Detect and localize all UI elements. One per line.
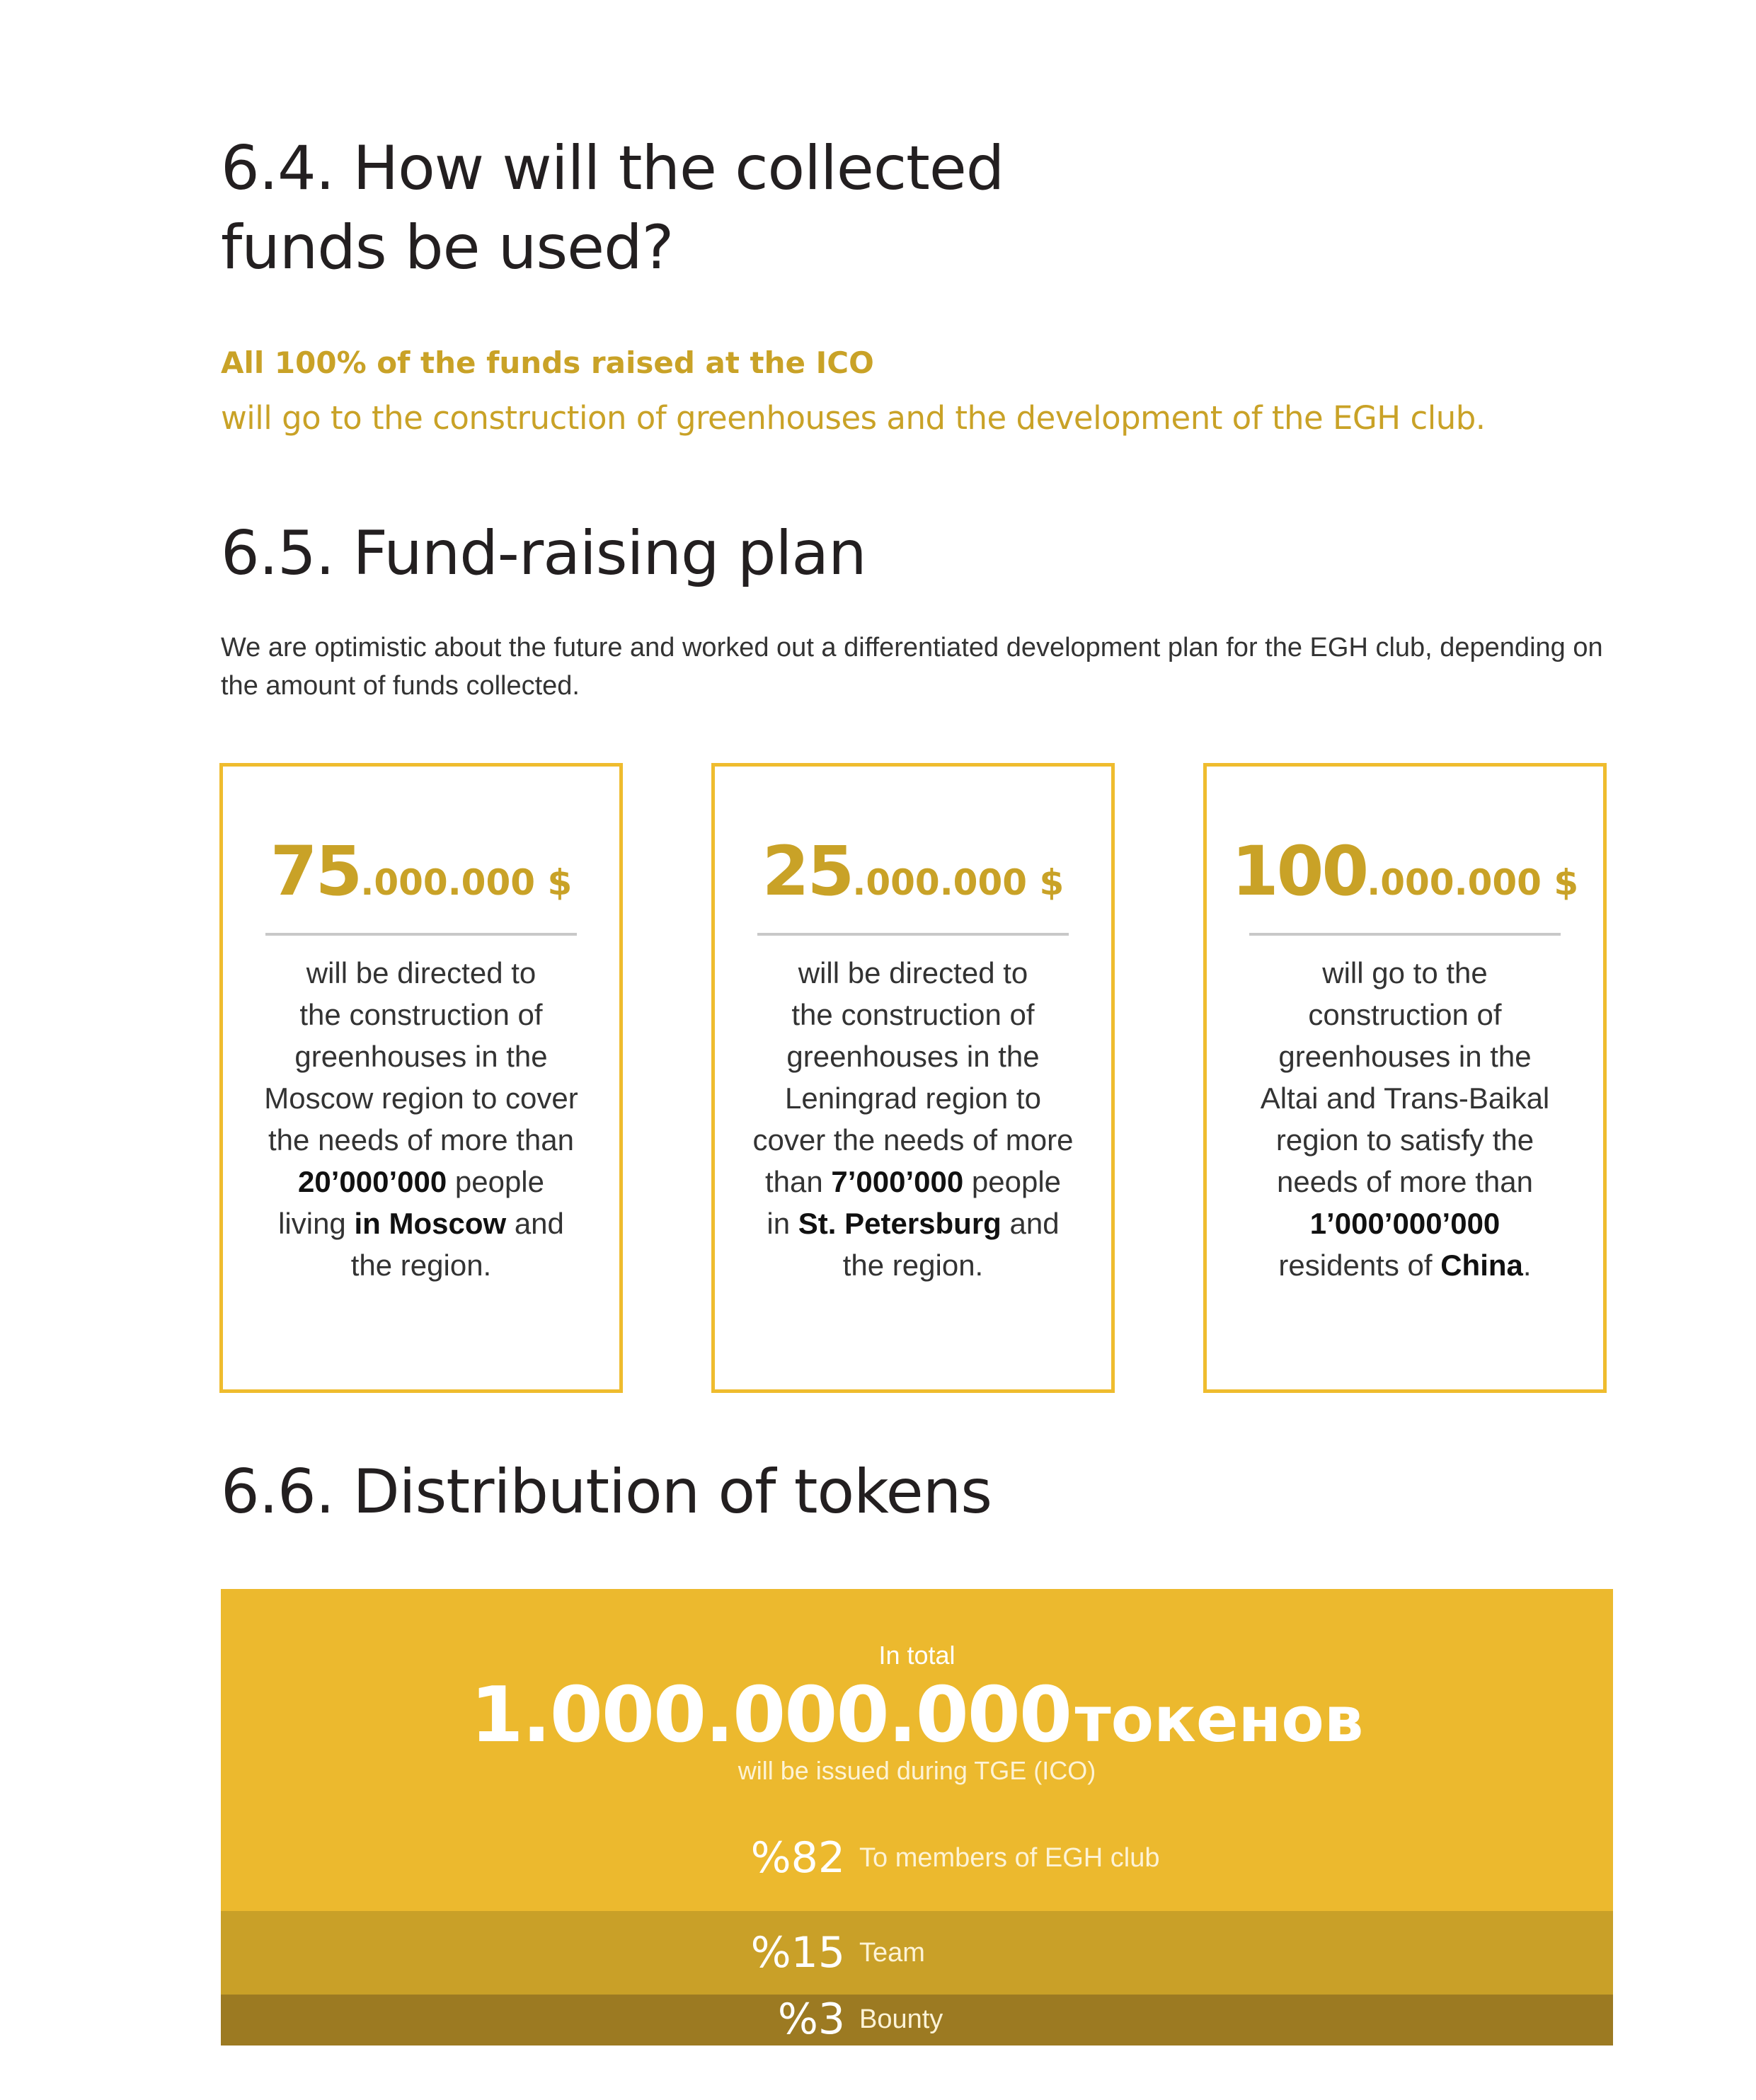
amount-millions: 75	[270, 832, 361, 911]
desc-fragment: people	[963, 1165, 1062, 1198]
population-figure: 20’000’000	[297, 1165, 447, 1198]
distribution-label: Team	[859, 1938, 925, 1968]
plan-description	[736, 952, 1090, 1286]
amount-rest: .000.000 $	[852, 862, 1064, 903]
amount-rest: .000.000 $	[360, 862, 573, 903]
fundraising-intro: We are optimistic about the future and worked out a differentiated development plan for the EGH club, depending on the amount of funds collected.	[221, 633, 1603, 701]
desc-line: needs of more than	[1277, 1165, 1533, 1198]
desc-line: greenhouses in the	[1278, 1040, 1532, 1073]
population-figure: 1’000’000’000	[1309, 1207, 1500, 1240]
distribution-percent: %15	[750, 1928, 845, 1978]
distribution-percent: %3	[777, 1995, 845, 2044]
desc-line: Leningrad region to	[785, 1081, 1041, 1115]
token-distribution-panel	[221, 1589, 1613, 2046]
card-divider	[1249, 933, 1561, 936]
desc-line: region to satisfy the	[1275, 1123, 1534, 1157]
section-title-funds-usage	[221, 129, 1004, 287]
population-figure: 7’000’000	[831, 1165, 964, 1198]
desc-line: greenhouses in the	[294, 1040, 548, 1073]
desc-line: the region.	[842, 1249, 984, 1282]
plan-card-75m	[219, 763, 623, 1393]
distribution-row-team	[221, 1924, 1613, 1981]
location-highlight: China	[1440, 1249, 1523, 1282]
issued-during-label: will be issued during TGE (ICO)	[738, 1756, 1096, 1785]
distribution-percent: %82	[750, 1833, 845, 1883]
desc-fragment: people	[447, 1165, 544, 1198]
desc-line: the construction of	[299, 998, 543, 1031]
desc-fragment: and	[506, 1207, 564, 1240]
desc-line: the region.	[350, 1249, 492, 1282]
plan-amount	[1207, 832, 1603, 911]
distribution-row-members	[221, 1830, 1613, 1886]
funds-usage-highlight: All 100% of the funds raised at the ICO	[221, 345, 874, 380]
desc-fragment: in	[767, 1207, 798, 1240]
plan-description	[1228, 952, 1582, 1286]
card-divider	[265, 933, 577, 936]
total-token-count	[221, 1671, 1613, 1760]
total-token-number: 1.000.000.000	[470, 1671, 1072, 1760]
card-divider	[757, 933, 1069, 936]
distribution-row-bounty	[221, 1991, 1613, 2048]
plan-amount	[223, 832, 619, 911]
desc-line: cover the needs of more	[752, 1123, 1074, 1157]
desc-fragment: living	[278, 1207, 355, 1240]
in-total-label: In total	[878, 1641, 956, 1670]
plan-amount	[715, 832, 1111, 911]
desc-fragment: and	[1001, 1207, 1060, 1240]
title-line: funds be used?	[221, 212, 674, 283]
desc-line: the needs of more than	[268, 1123, 574, 1157]
desc-line: the construction of	[791, 998, 1035, 1031]
location-highlight: in Moscow	[354, 1207, 507, 1240]
desc-line: construction of	[1308, 998, 1502, 1031]
total-token-unit: токенов	[1074, 1683, 1364, 1756]
location-highlight: St. Petersburg	[798, 1207, 1002, 1240]
section-title-token-distribution: 6.6. Distribution of tokens	[221, 1457, 992, 1527]
desc-fragment: residents of	[1278, 1249, 1441, 1282]
plan-description	[244, 952, 598, 1286]
desc-line: Moscow region to cover	[264, 1081, 578, 1115]
desc-line: will be directed to	[798, 956, 1028, 989]
desc-line: greenhouses in the	[786, 1040, 1040, 1073]
distribution-label: To members of EGH club	[859, 1843, 1160, 1873]
plan-card-100m	[1203, 763, 1607, 1393]
distribution-label: Bounty	[859, 2004, 943, 2034]
desc-fragment: than	[764, 1165, 832, 1198]
title-line: 6.4. How will the collected	[221, 133, 1004, 204]
funds-usage-text: will go to the construction of greenhouses and the development of the EGH club.	[221, 399, 1486, 437]
desc-fragment: .	[1522, 1249, 1532, 1282]
plan-card-25m	[711, 763, 1115, 1393]
section-title-fundraising-plan: 6.5. Fund-raising plan	[221, 518, 866, 589]
amount-millions: 25	[762, 832, 853, 911]
amount-rest: .000.000 $	[1367, 862, 1579, 903]
desc-line: will be directed to	[306, 956, 536, 989]
desc-line: will go to the	[1322, 956, 1488, 989]
desc-line: Altai and Trans-Baikal	[1260, 1081, 1550, 1115]
amount-millions: 100	[1231, 832, 1367, 911]
